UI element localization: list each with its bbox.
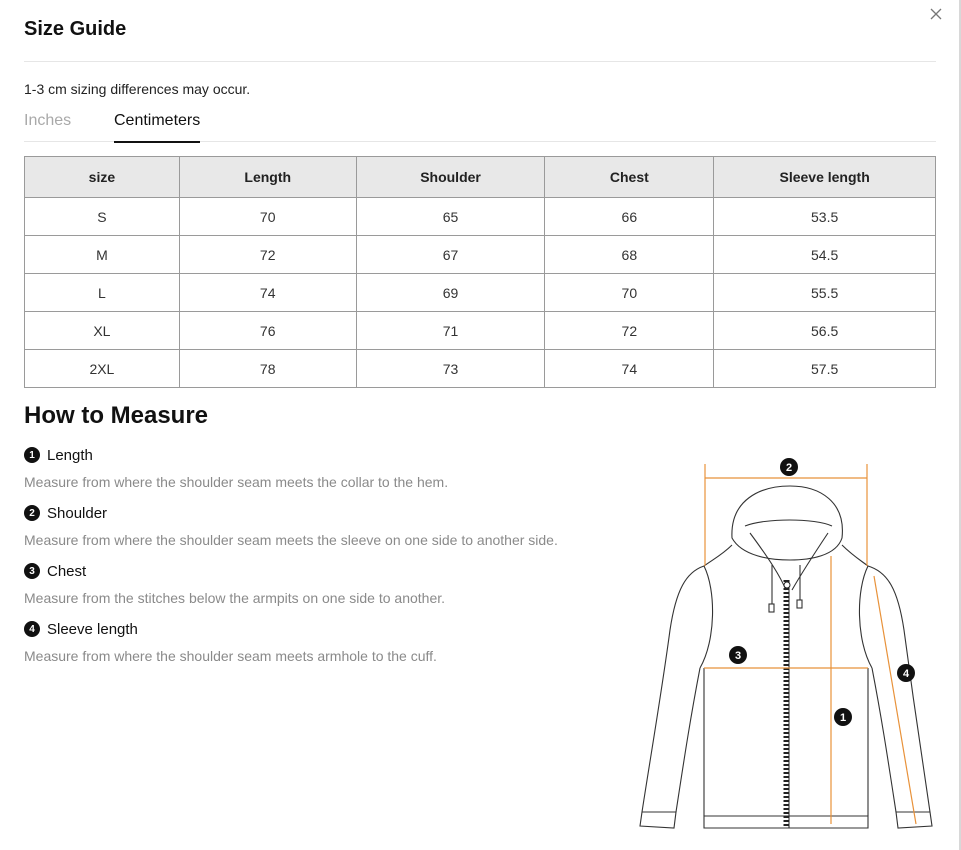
measure-description: Measure from where the shoulder seam meets the sleeve on one side to another side. (24, 532, 558, 548)
measure-description: Measure from where the shoulder seam meets armhole to the cuff. (24, 648, 437, 664)
table-cell: 65 (356, 198, 545, 236)
table-row (25, 350, 936, 388)
table-cell: M (25, 236, 180, 274)
measure-item-chest (24, 561, 445, 606)
column-header: Sleeve length (714, 157, 936, 198)
table-cell: 74 (179, 274, 356, 312)
marker-1-icon (834, 708, 852, 726)
table-cell: 66 (545, 198, 714, 236)
table-row (25, 198, 936, 236)
table-cell: XL (25, 312, 180, 350)
table-cell: 56.5 (714, 312, 936, 350)
table-cell: 55.5 (714, 274, 936, 312)
table-cell: 72 (179, 236, 356, 274)
table-cell: 54.5 (714, 236, 936, 274)
table-cell: 67 (356, 236, 545, 274)
table-cell: 78 (179, 350, 356, 388)
how-to-measure-title: How to Measure (24, 402, 209, 429)
measure-item-sleeve-length (24, 619, 437, 664)
column-header: Length (179, 157, 356, 198)
hoodie-measurement-illustration (630, 450, 940, 840)
table-cell: 53.5 (714, 198, 936, 236)
number-4-icon: 4 (24, 621, 40, 637)
divider (24, 61, 936, 62)
measure-description: Measure from where the shoulder seam meets the collar to the hem. (24, 474, 449, 490)
table-cell: 72 (545, 312, 714, 350)
measure-description: Measure from the stitches below the armpits on one side to another. (24, 590, 446, 606)
number-2-icon: 2 (24, 505, 40, 521)
table-cell: 69 (356, 274, 545, 312)
column-header: Shoulder (356, 157, 545, 198)
column-header: Chest (545, 157, 714, 198)
measurement-lines (704, 464, 916, 824)
measure-item-length (24, 445, 448, 490)
table-cell: 74 (545, 350, 714, 388)
zipper (784, 580, 790, 828)
table-cell: S (25, 198, 180, 236)
dialog-title: Size Guide (24, 18, 127, 40)
table-cell: 57.5 (714, 350, 936, 388)
sizing-note: 1-3 cm sizing differences may occur. (24, 81, 251, 97)
unit-tabs (24, 112, 936, 142)
measure-label: Length (47, 446, 93, 464)
close-icon[interactable] (928, 6, 944, 22)
table-cell: L (25, 274, 180, 312)
table-cell: 73 (356, 350, 545, 388)
table-cell: 76 (179, 312, 356, 350)
number-1-icon: 1 (24, 447, 40, 463)
table-cell: 68 (545, 236, 714, 274)
table-cell: 71 (356, 312, 545, 350)
number-3-icon: 3 (24, 563, 40, 579)
marker-4-icon (897, 664, 915, 682)
table-cell: 70 (179, 198, 356, 236)
svg-text:3: 3 (734, 650, 742, 662)
size-table (24, 156, 936, 388)
svg-text:1: 1 (839, 712, 847, 724)
svg-text:2: 2 (785, 462, 793, 474)
tab-centimeters[interactable]: Centimeters (114, 112, 200, 142)
measure-label: Sleeve length (47, 620, 138, 638)
column-header: size (25, 157, 180, 198)
table-row (25, 236, 936, 274)
measure-item-shoulder (24, 503, 558, 548)
table-row (25, 274, 936, 312)
table-header-row (25, 157, 936, 198)
marker-3-icon (729, 646, 747, 664)
svg-text:4: 4 (902, 668, 910, 680)
tab-inches[interactable]: Inches (24, 112, 72, 129)
measure-label: Shoulder (47, 504, 108, 522)
table-cell: 70 (545, 274, 714, 312)
table-cell: 2XL (25, 350, 180, 388)
measure-label: Chest (47, 562, 87, 580)
table-row (25, 312, 936, 350)
marker-2-icon (780, 458, 798, 476)
